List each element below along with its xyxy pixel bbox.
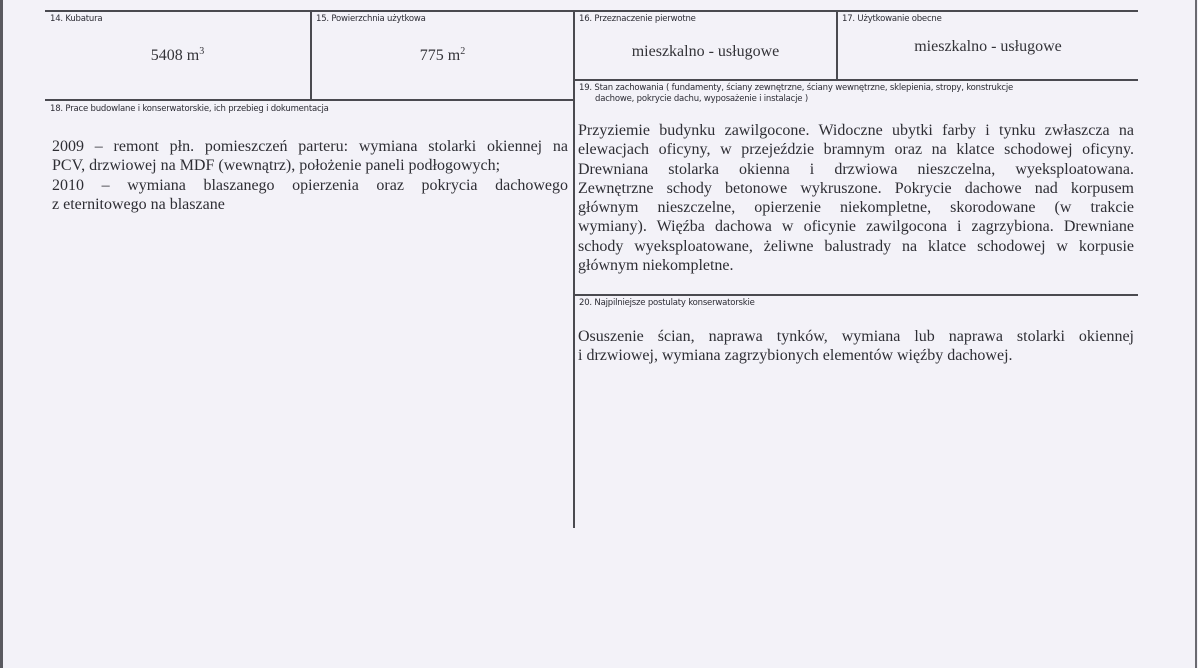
field-17-value: mieszkalno - usługowe (914, 38, 1062, 55)
field-14-unit-exponent: 3 (199, 46, 205, 57)
field-14-label: 14. Kubatura (50, 14, 103, 24)
field-19-line: Zewnętrzne schody betonowe wykruszone. Pokrycie dachowe nad korpusem (578, 179, 1134, 197)
field-20-line: i drzwiowej, wymiana zagrzybionych elementów więźby dachowej. (578, 347, 1013, 365)
field-19-label-line2: dachowe, pokrycie dachu, wyposażenie i instalacje ) (595, 94, 808, 104)
grid-line-row2-right (573, 294, 1138, 296)
field-20-label: 20. Najpilniejsze postulaty konserwatorskie (579, 298, 755, 308)
grid-line-top (45, 10, 1138, 12)
grid-line-row1-right (573, 79, 1138, 81)
field-14-value (45, 47, 310, 65)
field-18-line: z eternitowego na blaszane (52, 195, 225, 213)
field-19-line: Drewniana stolarka okienna i drzwiowa nieszczelna, wyeksploatowana. (578, 160, 1134, 178)
field-14-value-text: 5408 m (150, 47, 200, 64)
field-18-label: 18. Prace budowlane i konserwatorskie, ich przebieg i dokumentacja (50, 104, 329, 114)
field-18-line: PCV, drzwiowej na MDF (wewnątrz), położenie paneli podłogowych; (52, 157, 501, 175)
field-15-value-text: 775 m (419, 47, 461, 64)
field-20-line: Osuszenie ścian, naprawa tynków, wymiana lub naprawa stolarki okiennej (578, 328, 1134, 345)
field-15-value (312, 47, 573, 65)
field-18-text (52, 137, 568, 214)
field-19-label-line1: 19. Stan zachowania ( fundamenty, ściany zewnętrzne, ściany wewnętrzne, sklepienia, stropy, konstrukcje (579, 83, 1014, 93)
field-15-label: 15. Powierzchnia użytkowa (316, 14, 426, 24)
field-19-line: wymiany). Więźba dachowa w oficynie zawilgocona i zagrzybiona. Drewniane (578, 218, 1134, 236)
field-16-value: mieszkalno - usługowe (631, 43, 780, 60)
grid-line-col-center (573, 10, 575, 528)
field-17-label: 17. Użytkowanie obecne (842, 14, 942, 24)
page-edge-right (1195, 0, 1197, 668)
field-19-line: Przyziemie budynku zawilgocone. Widoczne ubytki farby i tynku zwłaszcza na (578, 122, 1134, 139)
field-18-line: 2010 – wymiana blaszanego opierzenia oraz pokrycia dachowego (52, 176, 568, 194)
field-19-line: elewacjach oficyny, w przejeździe bramnym oraz na klatce schodowej oficyny. (578, 141, 1134, 159)
field-19-label (579, 83, 1013, 105)
field-19-line: schody wyeksploatowane, żeliwne balustrady na klatce schodowej w korpusie (578, 237, 1134, 255)
field-19-text (578, 121, 1134, 275)
field-19-line: głównym niekompletne. (578, 257, 734, 275)
field-16-label: 16. Przeznaczenie pierwotne (579, 14, 696, 24)
page-edge-left (0, 0, 3, 668)
field-20-text (578, 327, 1134, 366)
field-18-line: 2009 – remont płn. pomieszczeń parteru: wymiana stolarki okiennej na (52, 138, 568, 155)
field-15-unit-exponent: 2 (460, 46, 466, 57)
field-19-line: głównym nieszczelne, opierzenie niekompletne, skorodowane (w trakcie (578, 199, 1134, 217)
